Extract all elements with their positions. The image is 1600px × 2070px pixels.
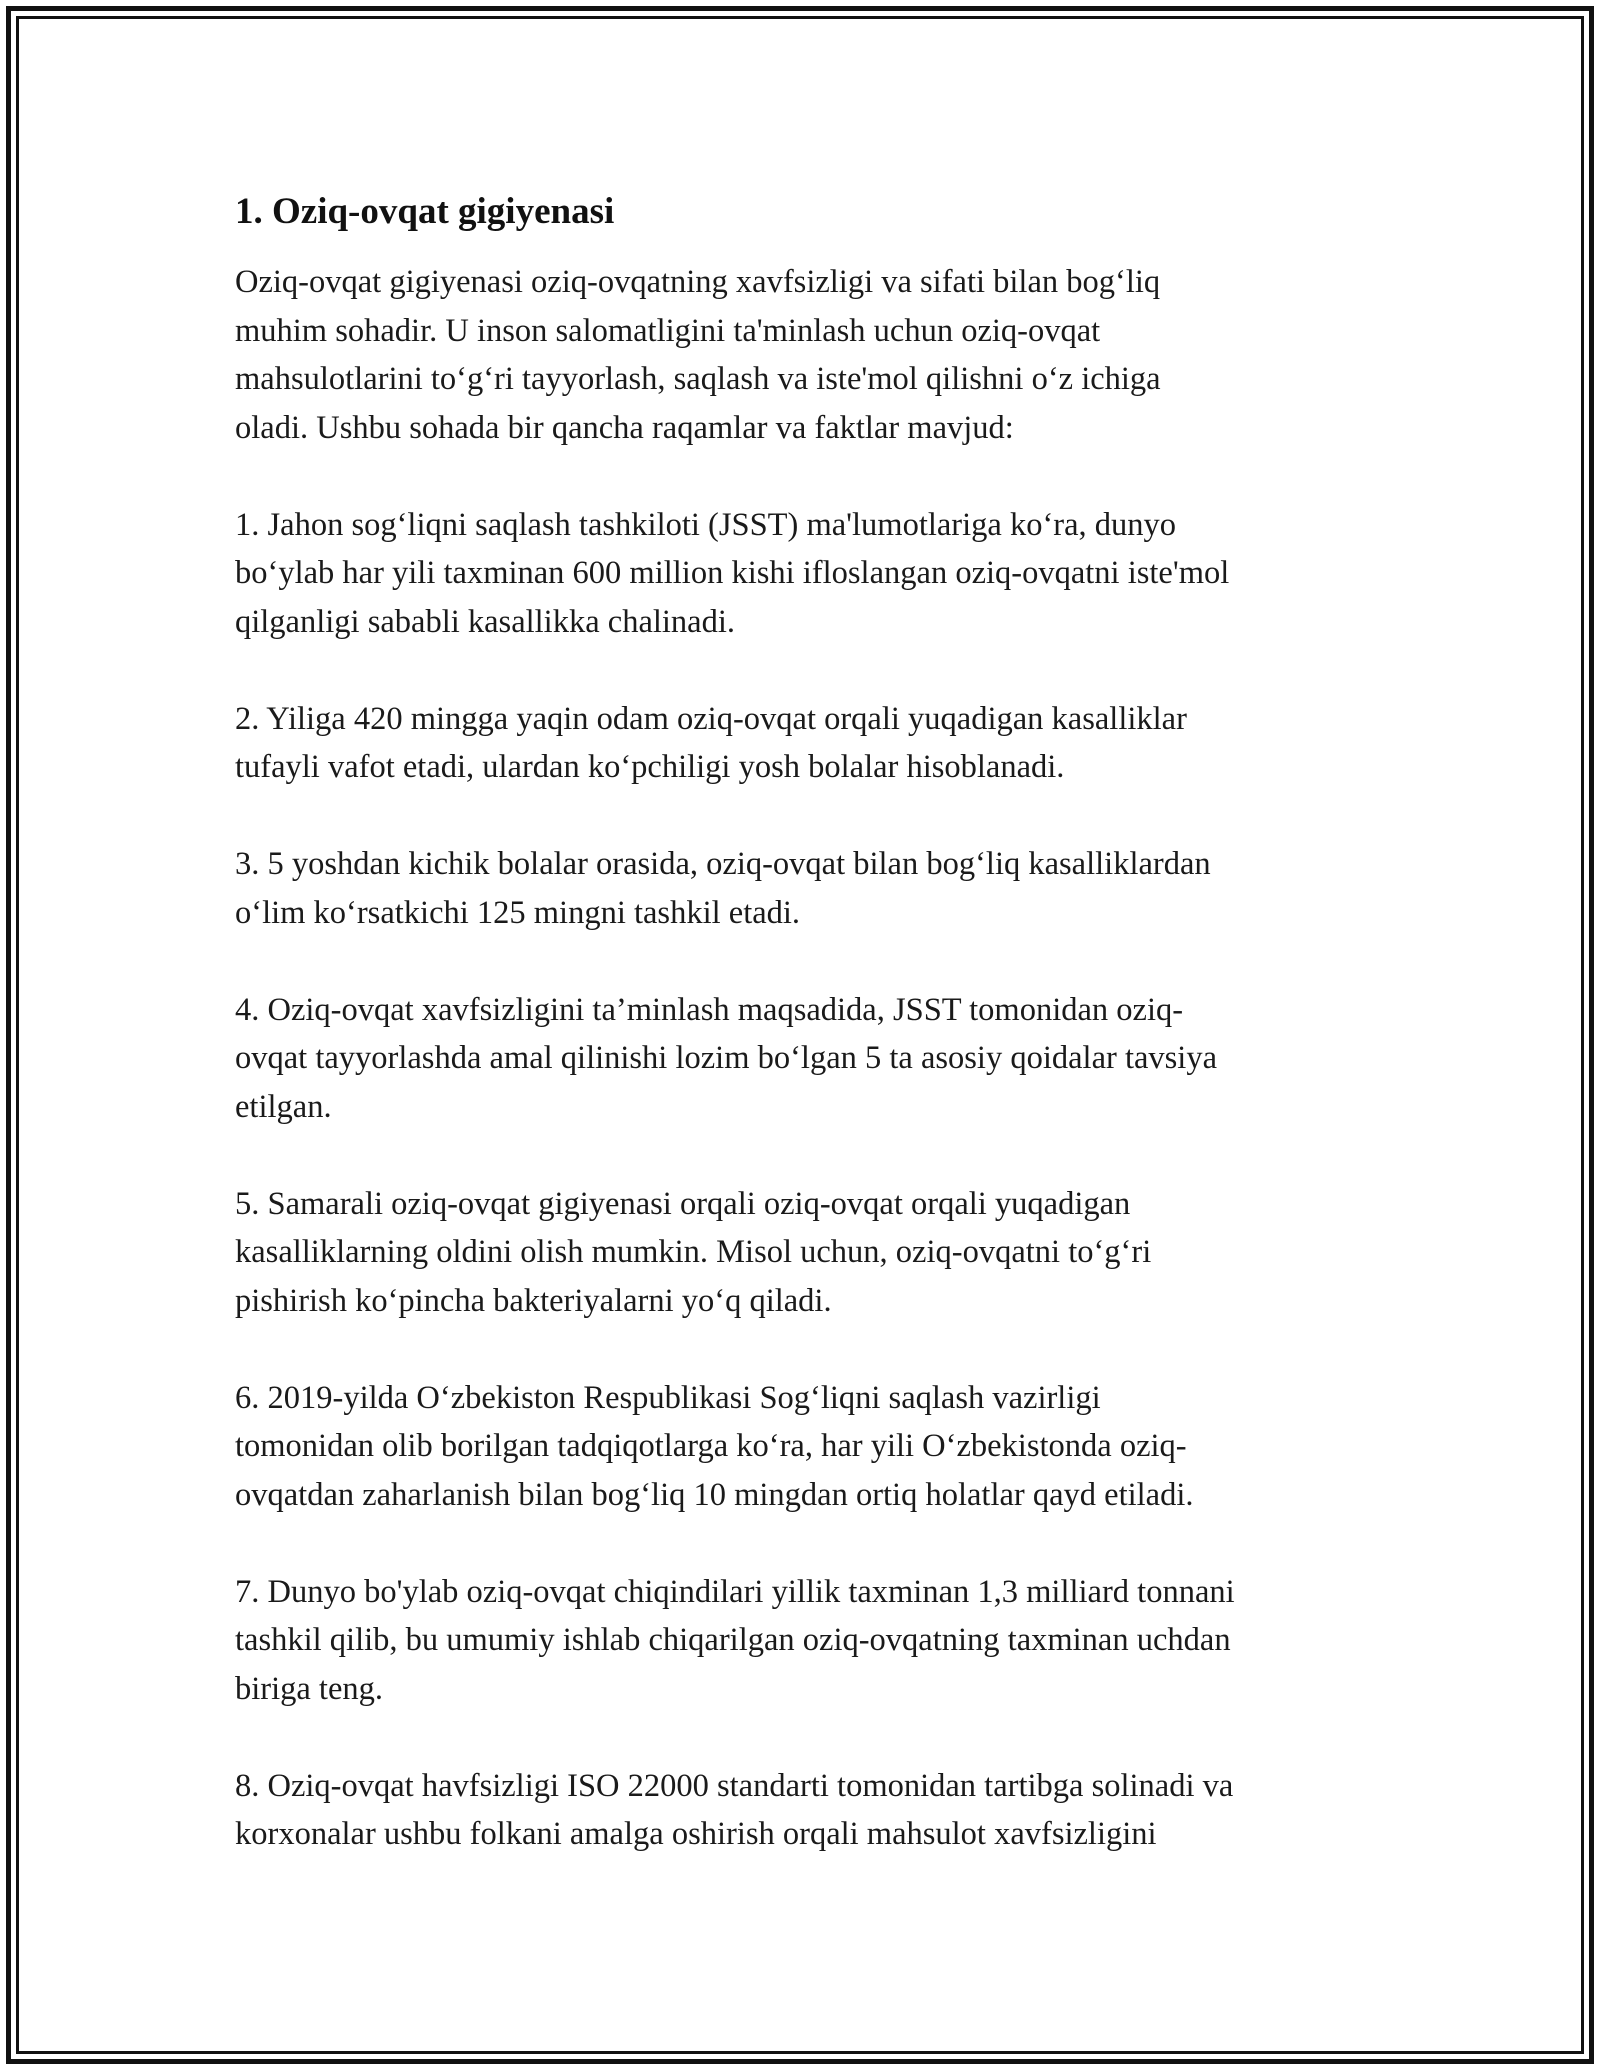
fact-item-3: 3. 5 yoshdan kichik bolalar orasida, oziq-ovqat bilan bog‘liq kasalliklardan o‘lim ko‘rsatkichi 125 mingni tashkil etadi.: [235, 846, 1211, 931]
intro-paragraph: Oziq-ovqat gigiyenasi oziq-ovqatning xavfsizligi va sifati bilan bog‘liq muhim sohadir. U inson salomatligini ta'minlash uchun oziq-ovqat mahsulotlarini to‘g‘ri tayyorlash, saqlash va iste'mol qilishni o‘z ichiga oladi. Ushbu sohada bir qancha raqamlar va faktlar mavjud:: [235, 264, 1161, 446]
fact-item-4: 4. Oziq-ovqat xavfsizligini ta’minlash maqsadida, JSST tomonidan oziq- ovqat tayyorlashda amal qilinishi lozim bo‘lgan 5 ta asosiy qoidalar tavsiya etilgan.: [235, 991, 1217, 1125]
fact-item-2: 2. Yiliga 420 mingga yaqin odam oziq-ovqat orqali yuqadigan kasalliklar tufayli vafot etadi, ulardan ko‘pchiligi yosh bolalar hisoblanadi.: [235, 700, 1187, 785]
fact-item-5: 5. Samarali oziq-ovqat gigiyenasi orqali oziq-ovqat orqali yuqadigan kasalliklarning oldini olish mumkin. Misol uchun, oziq-ovqatni to‘g‘ri pishirish ko‘pincha bakteriyalarni yo‘q qiladi.: [235, 1185, 1152, 1319]
document-body: [235, 182, 1380, 1907]
fact-item-8: 8. Oziq-ovqat havfsizligi ISO 22000 standarti tomonidan tartibga solinadi va korxonalar ushbu folkani amalga oshirish orqali mahsulot xavfsizligini: [235, 1767, 1234, 1852]
fact-item-6: 6. 2019-yilda O‘zbekiston Respublikasi Sog‘liqni saqlash vazirligi tomonidan olib borilgan tadqiqotlarga ko‘ra, har yili O‘zbekistonda oziq- ovqatdan zaharlanish bilan bog‘liq 10 mingdan ortiq holatlar qayd etiladi.: [235, 1379, 1194, 1513]
fact-item-7: 7. Dunyo bo'ylab oziq-ovqat chiqindilari yillik taxminan 1,3 milliard tonnani tashkil qilib, bu umumiy ishlab chiqarilgan oziq-ovqatning taxminan uchdan biriga teng.: [235, 1573, 1235, 1707]
fact-item-1: 1. Jahon sog‘liqni saqlash tashkiloti (JSST) ma'lumotlariga ko‘ra, dunyo bo‘ylab har yili taxminan 600 million kishi ifloslangan oziq-ovqatni iste'mol qilganligi sababli kasallikka chalinadi.: [235, 506, 1230, 640]
document-title: 1. Oziq-ovqat gigiyenasi: [235, 191, 615, 232]
